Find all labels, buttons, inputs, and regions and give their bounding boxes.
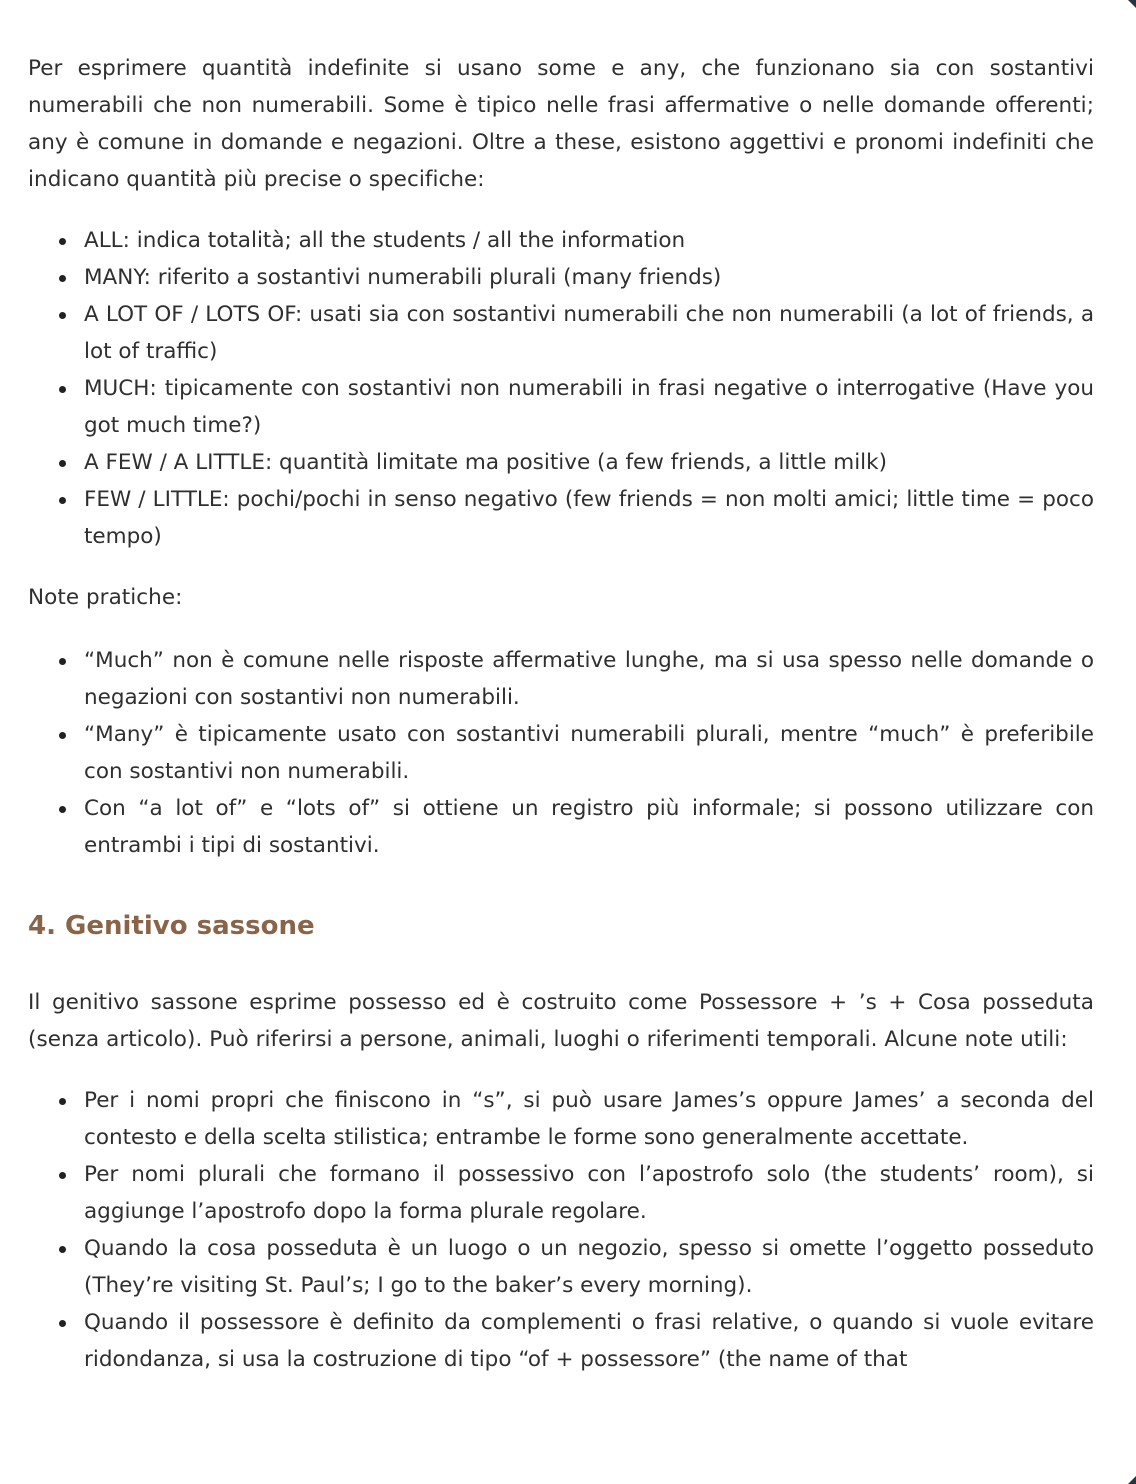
list-item: ALL: indica totalità; all the students / all the information bbox=[84, 222, 1094, 259]
list-item: Con “a lot of” e “lots of” si ottiene un registro più informale; si possono utilizzare con entrambi i tipi di sostantivi. bbox=[84, 790, 1094, 864]
notes-list bbox=[28, 642, 1094, 864]
genitive-notes-list bbox=[28, 1082, 1094, 1378]
list-item: A FEW / A LITTLE: quantità limitate ma positive (a few friends, a little milk) bbox=[84, 444, 1094, 481]
list-item: Per i nomi propri che finiscono in “s”, si può usare James’s oppure James’ a seconda del contesto e della scelta stilistica; entrambe le forme sono generalmente accettate. bbox=[84, 1082, 1094, 1156]
quantifiers-list bbox=[28, 222, 1094, 555]
window-corner-bottom bbox=[1128, 1476, 1136, 1484]
section-heading: 4. Genitivo sassone bbox=[28, 911, 315, 941]
document-body bbox=[28, 48, 1094, 1378]
list-item: A LOT OF / LOTS OF: usati sia con sostantivi numerabili che non numerabili (a lot of friends, a lot of traffic) bbox=[84, 296, 1094, 370]
genitive-intro-paragraph: Il genitivo sassone esprime possesso ed è costruito come Possessore + ’s + Cosa posseduta (senza articolo). Può riferirsi a persone, animali, luoghi o riferimenti temporali. Alcune note utili: bbox=[28, 990, 1094, 1052]
list-item: Quando la cosa posseduta è un luogo o un negozio, spesso si omette l’oggetto posseduto (They’re visiting St. Paul’s; I go to the baker’s every morning). bbox=[84, 1230, 1094, 1304]
list-item: Quando il possessore è definito da complementi o frasi relative, o quando si vuole evitare ridondanza, si usa la costruzione di tipo “of + possessore” (the name of that bbox=[84, 1304, 1094, 1378]
window-corner-top bbox=[1128, 0, 1136, 8]
notes-label: Note pratiche: bbox=[28, 585, 183, 610]
list-item: FEW / LITTLE: pochi/pochi in senso negativo (few friends = non molti amici; little time = poco tempo) bbox=[84, 481, 1094, 555]
list-item: “Much” non è comune nelle risposte affermative lunghe, ma si usa spesso nelle domande o negazioni con sostantivi non numerabili. bbox=[84, 642, 1094, 716]
list-item: MANY: riferito a sostantivi numerabili plurali (many friends) bbox=[84, 259, 1094, 296]
list-item: MUCH: tipicamente con sostantivi non numerabili in frasi negative o interrogative (Have you got much time?) bbox=[84, 370, 1094, 444]
intro-paragraph: Per esprimere quantità indefinite si usano some e any, che funzionano sia con sostantivi numerabili che non numerabili. Some è tipico nelle frasi affermative o nelle domande offerenti; any è comune in domande e negazioni. Oltre a these, esistono aggettivi e pronomi indefiniti che indicano quantità più precise o specifiche: bbox=[28, 56, 1094, 192]
list-item: “Many” è tipicamente usato con sostantivi numerabili plurali, mentre “much” è preferibile con sostantivi non numerabili. bbox=[84, 716, 1094, 790]
list-item: Per nomi plurali che formano il possessivo con l’apostrofo solo (the students’ room), si aggiunge l’apostrofo dopo la forma plurale regolare. bbox=[84, 1156, 1094, 1230]
